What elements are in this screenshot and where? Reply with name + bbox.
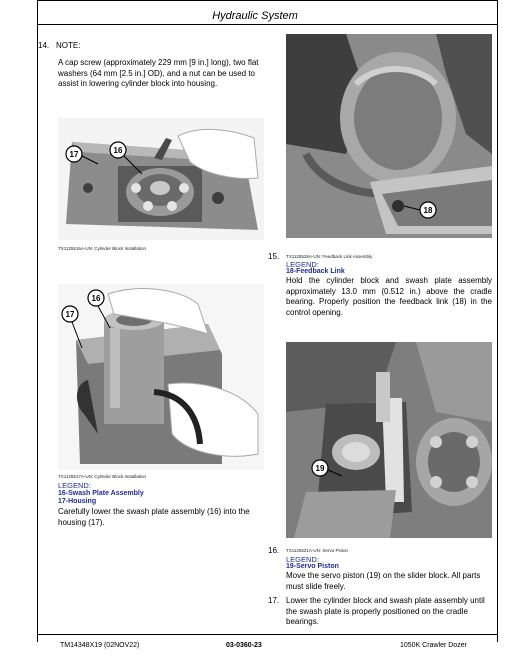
footer-machine-name: 1050K Crawler Dozer xyxy=(400,642,467,649)
figure4-callout-19: 19 xyxy=(315,464,325,473)
step-14-note: A cap screw (approximately 229 mm [9 in.] long), two flat washers (64 mm [2.5 in.] OD), and a nut can be used to assist in lowering cylinder block into housing. xyxy=(58,58,259,88)
figure-2-legend-item-16: 16-Swash Plate Assembly xyxy=(58,490,144,497)
figure3-callout-18: 18 xyxy=(423,206,433,215)
step-15-caption: TX1125528A-UN: Feedback Link Assembly xyxy=(286,254,373,259)
figure-feedback-link-photo xyxy=(286,34,492,238)
footer-rule xyxy=(37,634,498,635)
footer-document-id: TM14348X19 (02NOV22) xyxy=(60,642,140,649)
step-15-body: Hold the cylinder block and swash plate assembly approximately 13.0 mm (0.512 in.) above the cradle bearing. Properly position the feedback link (18) in the control opening. xyxy=(286,276,492,317)
figure2-callout-17: 17 xyxy=(65,310,75,319)
step-17-number: 17. xyxy=(268,596,280,605)
step-16-caption: TX1125521A-UN: Servo Piston xyxy=(286,548,348,553)
step-14-heading: NOTE: xyxy=(56,41,81,50)
page-frame-top xyxy=(37,0,498,1)
step-14-number: 14. xyxy=(38,41,50,50)
step-16-body: Move the servo piston (19) on the slider block. All parts must slide freely. xyxy=(286,571,481,591)
figure-1-caption: TX1125516A-UN: Cylinder Block Installation xyxy=(58,246,146,251)
step-16-number: 16. xyxy=(268,546,280,555)
step-15-number: 15. xyxy=(268,252,280,261)
figure1-callout-16: 16 xyxy=(113,146,123,155)
step-15-legend-item-18: 18-Feedback Link xyxy=(286,268,345,275)
figure-cylinder-block-photo-2 xyxy=(58,284,264,470)
step-16-legend-item-19: 19-Servo Piston xyxy=(286,563,339,570)
figure-2-legend-item-17: 17-Housing xyxy=(58,498,97,505)
step-17-body: Lower the cylinder block and swash plate assembly until the swash plate is properly positioned on the cradle bearings. xyxy=(286,596,485,626)
page-title: Hydraulic System xyxy=(212,10,298,22)
page-frame-right xyxy=(497,0,498,642)
figure-2-legend-title: LEGEND: xyxy=(58,481,91,490)
footer-page-number: 03-0360-23 xyxy=(226,642,262,649)
figure-2-body: Carefully lower the swash plate assembly (16) into the housing (17). xyxy=(58,507,250,527)
step-16-legend-title: LEGEND: xyxy=(286,555,319,564)
figure-2-caption: TX1125517A-UN: Cylinder Block Installation xyxy=(58,474,146,479)
page-frame-left xyxy=(37,0,38,642)
figure-cylinder-block-photo-1 xyxy=(58,118,264,240)
header-rule xyxy=(37,24,498,25)
figure2-callout-16: 16 xyxy=(91,294,101,303)
figure1-callout-17: 17 xyxy=(69,150,79,159)
step-15-legend-title: LEGEND: xyxy=(286,260,319,269)
figure-servo-piston-photo xyxy=(286,342,492,538)
